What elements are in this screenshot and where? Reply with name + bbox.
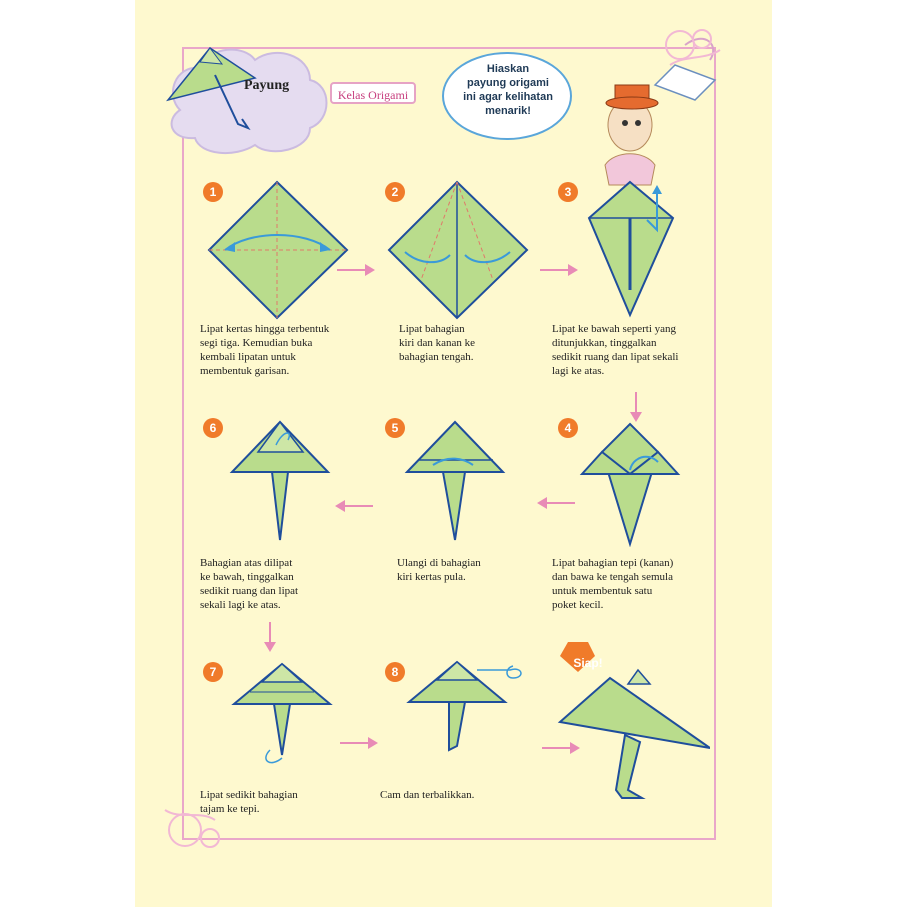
finished-badge: Siap!	[573, 656, 603, 670]
step-5-caption: Ulangi di bahagian kiri kertas pula.	[397, 557, 481, 583]
arrow-down-icon	[628, 390, 644, 422]
arrow-left-icon	[537, 495, 577, 511]
step-7-caption: Lipat sedikit bahagian tajam ke tepi.	[200, 789, 298, 815]
category-tag: Kelas Origami	[330, 82, 416, 104]
step-4-diagram	[578, 422, 683, 547]
step-number: 4	[558, 418, 578, 438]
step-number: 2	[385, 182, 405, 202]
arrow-right-icon	[338, 735, 378, 751]
corner-ornament-icon	[160, 790, 230, 855]
step-number: 3	[558, 182, 578, 202]
arrow-right-icon	[540, 740, 580, 756]
step-number: 5	[385, 418, 405, 438]
step-8-diagram	[405, 658, 535, 768]
page-title: Payung	[244, 78, 290, 93]
step-6-diagram	[228, 420, 333, 545]
step-1-caption: Lipat kertas hingga terbentuk segi tiga. Kemudian buka kembali lipatan untuk membentuk garisan.	[200, 323, 330, 377]
step-4-caption: Lipat bahagian tepi (kanan) dan bawa ke tengah semula untuk membentuk satu poket kecil.	[552, 557, 674, 611]
step-6-caption: Bahagian atas dilipat ke bawah, tinggalkan sedikit ruang dan lipat sekali lagi ke atas.	[200, 557, 299, 611]
arrow-right-icon	[335, 262, 375, 278]
step-7-diagram	[230, 660, 335, 770]
step-2-diagram	[385, 180, 530, 320]
step-3-diagram	[585, 180, 680, 320]
step-number: 1	[203, 182, 223, 202]
arrow-left-icon	[335, 498, 375, 514]
step-number: 6	[203, 418, 223, 438]
corner-ornament-icon	[660, 25, 730, 85]
arrow-right-icon	[538, 262, 578, 278]
step-5-diagram	[403, 420, 508, 545]
arrow-down-icon	[262, 620, 278, 652]
step-8-caption: Cam dan terbalikkan.	[380, 789, 475, 801]
step-2-caption: Lipat bahagian kiri dan kanan ke bahagian tengah.	[399, 323, 476, 363]
step-number: 7	[203, 662, 223, 682]
title-cloud	[160, 40, 335, 158]
step-number: 8	[385, 662, 405, 682]
step-1-diagram	[205, 180, 350, 320]
step-3-caption: Lipat ke bawah seperti yang ditunjukkan, tinggalkan sedikit ruang dan lipat sekali lagi ke atas.	[552, 323, 679, 377]
speech-bubble-text: Hiaskan payung origami ini agar kelihatan menarik!	[463, 63, 553, 117]
